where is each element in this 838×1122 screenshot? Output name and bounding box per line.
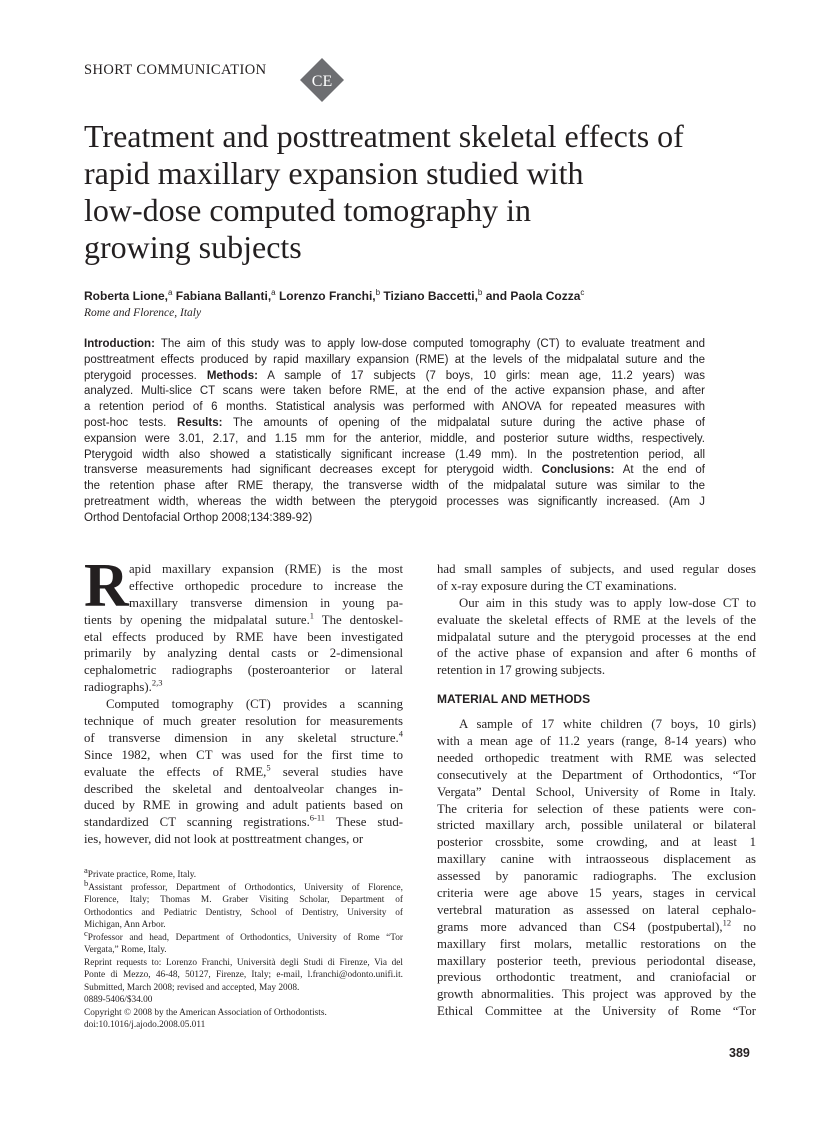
methods-text — [437, 716, 756, 1020]
superscript: 12 — [722, 917, 732, 928]
body-line — [84, 561, 403, 578]
text-run: described the skeletal and dentoalveolar changes in- — [84, 781, 403, 796]
abstract-line — [84, 369, 705, 385]
body-line — [84, 629, 403, 646]
footnote-line — [84, 907, 403, 920]
text-run: Florence, Italy; Thomas M. Graber Visiting Scholar, Department of — [84, 895, 403, 905]
footnote-line — [84, 969, 403, 982]
text-run: a retention period of 6 months. Statistical analysis was performed with ANOVA for repeated measures with — [84, 401, 705, 414]
abstract-line — [84, 479, 705, 495]
superscript: 5 — [266, 762, 271, 773]
text-run: posttreatment effects produced by rapid maxillary expansion (RME) at the levels of the midpalatal suture and the — [84, 353, 705, 366]
text-run: Michigan, Ann Arbor. — [84, 920, 166, 930]
body-line — [84, 713, 403, 730]
text-run: apid maxillary expansion (RME) is the most — [129, 562, 403, 576]
author-mark: b — [375, 288, 381, 297]
text-run: A sample of 17 subjects (7 boys, 10 girls: mean age, 11.2 years) was — [257, 369, 706, 382]
body-line — [437, 750, 756, 767]
text-run: Copyright © 2008 by the American Association of Orthodontists. — [84, 1007, 327, 1018]
text-run: cephalometric radiographs (posteroanterior or lateral — [84, 663, 403, 678]
text-run: primarily by analyzing dental casts or 2-dimensional — [84, 646, 403, 661]
author-name: and Paola Cozza — [482, 289, 581, 303]
abstract-line — [84, 400, 705, 416]
text-run: of transverse dimension in any skeletal structure. — [84, 730, 399, 745]
body-line — [437, 578, 756, 595]
text-run: Results: — [177, 416, 223, 429]
text-run: growth abnormalities. This project was approved by the — [437, 987, 756, 1002]
body-line — [437, 716, 756, 733]
text-run: pterygoid processes. — [84, 369, 207, 382]
text-run: maxillary transverse dimension in young pa- — [129, 595, 403, 610]
abstract-line — [84, 353, 705, 369]
superscript: a — [84, 864, 88, 875]
text-run: midpalatal suture and the pterygoid processes at the end — [437, 629, 756, 644]
body-line — [437, 662, 756, 679]
title-line: rapid maxillary expansion studied with — [84, 155, 584, 191]
text-run: analyzed. Multi-slice CT scans were taken before RME, at the end of the active expansion phase, and after — [84, 385, 705, 398]
body-line — [84, 662, 403, 679]
body-line — [437, 851, 756, 868]
text-run: The criteria for selection of these patients were con- — [437, 801, 756, 816]
text-run: Since 1982, when CT was used for the first time to — [84, 747, 403, 762]
footnote-line — [84, 982, 403, 995]
footnote-line — [84, 994, 403, 1007]
author-mark: b — [477, 288, 483, 297]
abstract-line — [84, 463, 705, 479]
text-run: evaluate the skeletal effects of RME at the levels of the — [437, 612, 756, 627]
text-run: Introduction: — [84, 338, 155, 350]
text-run: Computed tomography (CT) provides a scanning — [106, 697, 403, 712]
text-run: standardized CT scanning registrations. — [84, 815, 310, 830]
title-line: low-dose computed tomography in — [84, 192, 532, 228]
superscript: 1 — [309, 610, 315, 621]
text-run: Methods: — [206, 369, 258, 382]
abstract-line — [84, 511, 705, 527]
text-run: post-hoc tests. — [84, 416, 178, 429]
body-line — [437, 868, 756, 885]
body-line — [437, 936, 756, 953]
text-run: These stud- — [325, 815, 403, 830]
body-line — [84, 595, 403, 612]
body-line — [437, 902, 756, 919]
footnote-line — [84, 1007, 403, 1020]
text-run: maxillary first molars, metallic restorations on the — [437, 936, 756, 951]
body-line — [437, 885, 756, 902]
page-number: 389 — [729, 1046, 750, 1060]
footnote-line — [84, 894, 403, 907]
text-run: 0889-5406/$34.00 — [84, 995, 153, 1005]
text-run: The dentoskel- — [314, 612, 403, 627]
text-run: Submitted, March 2008; revised and accepted, May 2008. — [84, 982, 300, 993]
author-name: Fabiana Ballanti, — [172, 289, 272, 303]
footnote-line — [84, 944, 403, 957]
abstract — [84, 337, 705, 527]
ce-badge-text: CE — [311, 73, 333, 90]
body-line — [84, 781, 403, 798]
body-line — [437, 817, 756, 834]
text-run: Professor and head, Department of Orthodontics, University of Rome “Tor — [87, 932, 403, 943]
text-run: no — [731, 919, 756, 934]
text-run: technique of much greater resolution for measurements — [84, 714, 403, 729]
author-name: Lorenzo Franchi, — [275, 289, 376, 303]
body-line — [437, 612, 756, 629]
text-run: the retention phase after RME therapy, the transverse width of the midpalatal suture was similar to the — [84, 480, 705, 493]
text-run: evaluate the effects of RME, — [84, 764, 267, 779]
body-line — [437, 767, 756, 784]
author-affiliation: Rome and Florence, Italy — [84, 307, 202, 319]
footnote-line — [84, 877, 403, 895]
text-run: Assistant professor, Department of Orthodontics, University of Florence, — [88, 882, 403, 893]
body-column-left — [84, 552, 403, 848]
text-run: radiographs). — [84, 680, 152, 695]
body-line — [437, 645, 756, 662]
text-run: pretreatment width, whereas the width between the pterygoid processes was significantly increased. (Am J — [84, 495, 705, 508]
text-run: criteria were age above 15 years, stages in cervical — [437, 886, 756, 901]
text-run: assessed by panoramic radiographs. The exclusion — [437, 869, 756, 884]
body-line — [84, 612, 403, 629]
author-mark: a — [271, 288, 276, 297]
body-line — [84, 831, 403, 848]
article-title — [84, 118, 784, 266]
abstract-line — [84, 384, 705, 400]
text-run: vertebral maturation as assessed on lateral cephalo- — [437, 902, 756, 917]
footnote-line — [84, 957, 403, 970]
text-run: Vergata” Dental School, University of Rome in Italy. — [437, 784, 756, 799]
text-run: of x-ray exposure during the CT examinations. — [437, 578, 677, 593]
body-line — [437, 834, 756, 851]
ce-badge-icon — [299, 57, 345, 103]
abstract-line — [84, 448, 705, 464]
body-line — [84, 696, 403, 713]
footnote-line — [84, 1019, 403, 1032]
body-line — [84, 747, 403, 764]
body-line — [84, 578, 403, 595]
body-line — [84, 679, 403, 696]
text-run: duced by RME in growing and adult patients based on — [84, 798, 403, 813]
text-run: consecutively at the Department of Orthodontics, “Tor — [437, 767, 756, 782]
body-line — [437, 919, 756, 936]
author-name: Tiziano Baccetti, — [380, 289, 478, 303]
text-run: Our aim in this study was to apply low-dose CT to — [459, 595, 756, 610]
section-heading-methods: MATERIAL AND METHODS — [437, 692, 591, 707]
body-line — [437, 733, 756, 750]
body-line — [84, 814, 403, 831]
body-line — [84, 797, 403, 814]
text-run: Ethical Committee at the University of Rome “Tor — [437, 1004, 756, 1019]
text-run: A sample of 17 white children (7 boys, 10 girls) — [459, 717, 756, 732]
body-line — [437, 784, 756, 801]
text-run: stricted maxillary arch, possible unilateral or bilateral — [437, 818, 756, 833]
text-run: several studies have — [270, 764, 403, 779]
superscript: b — [84, 877, 89, 888]
text-run: posterior crossbite, some crowding, and at least 1 — [437, 835, 756, 850]
text-run: needed orthopedic treatment with RME was selected — [437, 750, 756, 765]
text-run: with a mean age of 11.2 years (range, 8-14 years) who — [437, 734, 756, 749]
text-run: expansion were 3.01, 2.17, and 1.15 mm for the anterior, middle, and posterior suture widths, respectively. — [84, 432, 705, 445]
text-run: doi:10.1016/j.ajodo.2008.05.011 — [84, 1020, 206, 1030]
body-line — [437, 595, 756, 612]
abstract-line — [84, 416, 705, 432]
text-run: Conclusions: — [541, 464, 615, 477]
body-line — [437, 969, 756, 986]
author-mark: c — [580, 288, 585, 297]
body-line — [84, 730, 403, 747]
title-line: Treatment and posttreatment skeletal effects of — [84, 118, 684, 154]
footnote-line — [84, 864, 403, 882]
text-run: Private practice, Rome, Italy. — [87, 870, 197, 880]
abstract-line — [84, 495, 705, 511]
text-run: maxillary posterior teeth, previous periodontal disease, — [437, 953, 756, 968]
body-line — [437, 629, 756, 646]
drop-cap: R — [84, 552, 129, 620]
footnote-line — [84, 927, 403, 945]
section-label: SHORT COMMUNICATION — [84, 62, 267, 78]
author-mark: a — [168, 288, 173, 297]
text-run: etal effects produced by RME have been investigated — [84, 629, 403, 644]
body-line — [437, 561, 756, 578]
author-name: Roberta Lione, — [84, 289, 169, 303]
abstract-line — [84, 432, 705, 448]
text-run: Orthodontics and Pediatric Dentistry, School of Dentistry, University of — [84, 907, 403, 918]
superscript: 6-11 — [309, 813, 326, 824]
text-run: of the active phase of expansion and after 6 months of — [437, 646, 756, 661]
author-list — [84, 289, 584, 303]
body-line — [437, 801, 756, 818]
text-run: had small samples of subjects, and used regular doses — [437, 562, 756, 576]
body-line — [437, 986, 756, 1003]
text-run: previous orthodontic treatment, and craniofacial or — [437, 970, 756, 985]
body-line — [84, 764, 403, 781]
text-run: ies, however, did not look at posttreatment changes, or — [84, 832, 364, 847]
text-run: tients by opening the midpalatal suture. — [84, 612, 310, 627]
text-run: The amounts of opening of the midpalatal suture during the active phase of — [222, 416, 705, 429]
text-run: effective orthopedic procedure to increase the — [129, 578, 403, 593]
body-line — [84, 645, 403, 662]
text-run: Reprint requests to: Lorenzo Franchi, Università degli Studi di Firenze, Via del — [84, 957, 403, 968]
text-run: retention in 17 growing subjects. — [437, 663, 606, 678]
body-line — [437, 953, 756, 970]
abstract-line — [84, 337, 705, 353]
body-line — [437, 1003, 756, 1020]
superscript: c — [84, 927, 88, 938]
text-run: Pterygoid width also showed a statistically significant increase (1.49 mm). In the postretention period, all — [84, 448, 705, 461]
text-run: At the end of — [614, 464, 705, 477]
text-run: maxillary canine with intraosseous displacement as — [437, 852, 756, 867]
text-run: grams more advanced than CS4 (postpubertal), — [437, 919, 723, 934]
text-run: The aim of this study was to apply low-dose computed tomography (CT) to evaluate treatment and — [154, 338, 705, 350]
intro-continuation — [437, 561, 756, 679]
text-run: Ponte di Mezzo, 46-48, 50127, Firenze, Italy; e-mail, l.franchi@odonto.unifi.it. — [84, 970, 403, 980]
text-run: Vergata,” Rome, Italy. — [84, 945, 167, 955]
footnote-line — [84, 919, 403, 932]
text-run: transverse measurements had significant decreases except for pterygoid width. — [84, 464, 542, 477]
body-column-right — [437, 561, 756, 1020]
footnotes — [84, 864, 403, 1032]
superscript: 4 — [398, 728, 403, 739]
text-run: Orthod Dentofacial Orthop 2008;134:389-92) — [84, 511, 313, 524]
title-line: growing subjects — [84, 229, 302, 265]
superscript: 2,3 — [151, 677, 163, 688]
